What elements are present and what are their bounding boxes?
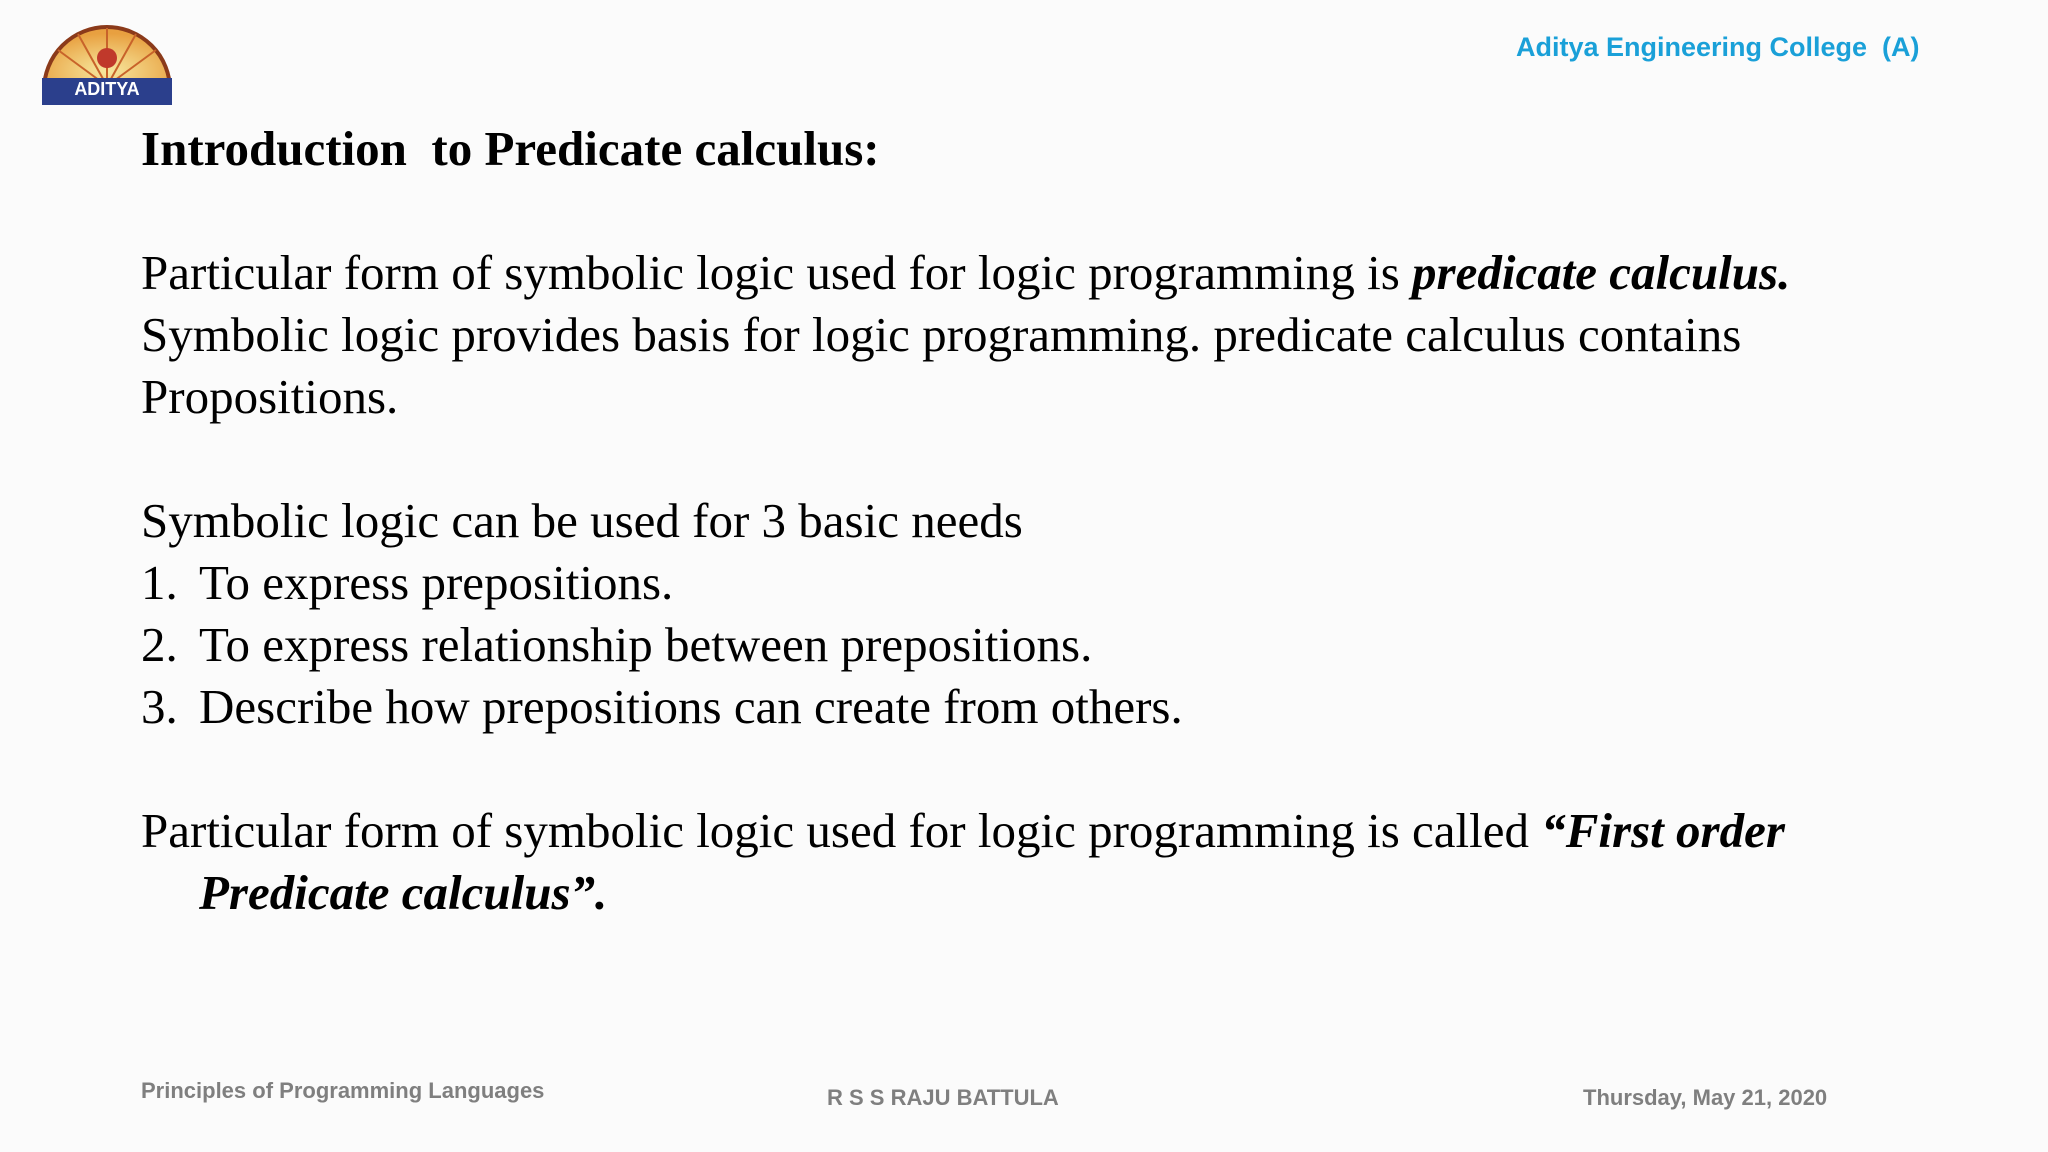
definition-line-3: Propositions. [141, 369, 399, 424]
slide-content [141, 118, 2001, 924]
needs-list [141, 552, 2001, 738]
list-number: 1. [141, 555, 178, 610]
needs-intro: Symbolic logic can be used for 3 basic needs [141, 493, 1023, 548]
paragraph-first-order [141, 800, 2001, 924]
footer-author: R S S RAJU BATTULA [827, 1085, 1059, 1110]
list-text: To express relationship between prepositions. [199, 617, 1093, 672]
paragraph-definition [141, 242, 2001, 428]
definition-text: Particular form of symbolic logic used for logic programming is [141, 245, 1413, 300]
footer-date: Thursday, May 21, 2020 [1583, 1085, 1828, 1110]
definition-emphasis: predicate calculus. [1412, 245, 1791, 300]
list-item [141, 552, 2001, 614]
list-number: 3. [141, 679, 178, 734]
first-order-emphasis: “First order [1541, 803, 1785, 858]
college-logo [38, 20, 176, 106]
list-item [141, 614, 2001, 676]
first-order-text: Particular form of symbolic logic used for logic programming is called [141, 803, 1542, 858]
college-name: Aditya Engineering College (A) [1516, 32, 1920, 62]
slide-title: Introduction to Predicate calculus: [141, 121, 880, 176]
first-order-emphasis-line-2: Predicate calculus”. [199, 865, 608, 920]
footer-course: Principles of Programming Languages [141, 1078, 545, 1103]
list-text: Describe how prepositions can create from others. [199, 679, 1183, 734]
list-text: To express prepositions. [199, 555, 674, 610]
list-number: 2. [141, 617, 178, 672]
definition-line-2: Symbolic logic provides basis for logic programming. predicate calculus contains [141, 307, 1742, 362]
list-item [141, 676, 2001, 738]
logo-text: ADITYA [74, 79, 140, 99]
